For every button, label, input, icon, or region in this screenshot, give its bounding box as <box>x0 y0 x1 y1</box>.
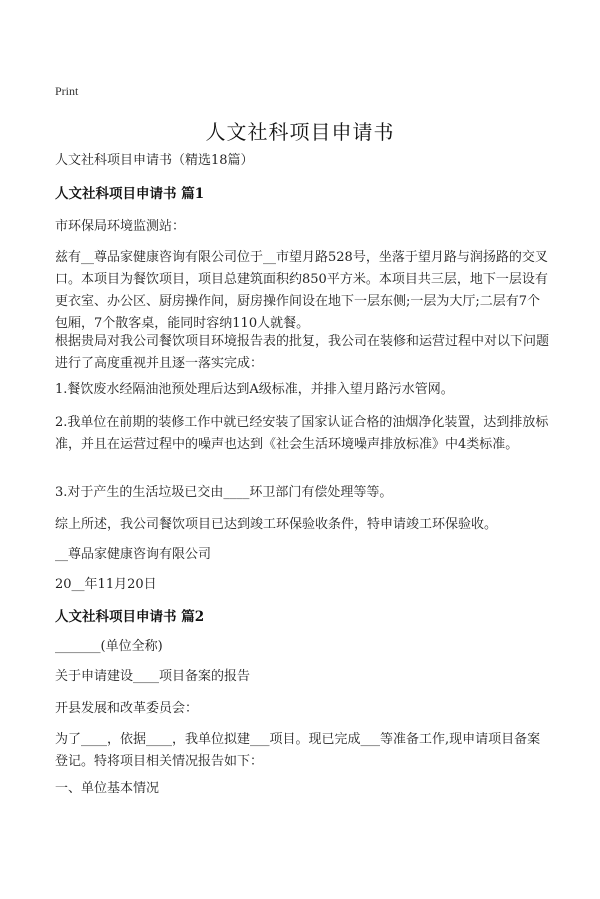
print-label: Print <box>55 84 79 98</box>
document-title: 人文社科项目申请书 <box>205 120 395 144</box>
section1-date: 20__年11月20日 <box>55 577 157 592</box>
section1-paragraph-2: 根据贵局对我公司餐饮项目环境报告表的批复，我公司在装修和运营过程中对以下问题进行了高度重视并且逐一落实完成： <box>55 334 550 371</box>
section2-report-title: 关于申请建设____项目备案的报告 <box>55 669 251 684</box>
section1-item-2: 2.我单位在前期的装修工作中就已经安装了国家认证合格的油烟净化装置，达到排放标准，并且在运营过程中的噪声也达到《社会生活环境噪声排放标准》中4类标准。 <box>55 415 549 452</box>
section1-paragraph-1: 兹有__尊品家健康咨询有限公司位于__市望月路528号，坐落于望月路与润扬路的交叉口。本项目为餐饮项目，项目总建筑面积约850平方米。本项目共三层，地下一层设有更衣室、办公区、厨房操作间，厨房操作间设在地下一层东侧;一层为大厅;二层有7个包厢，7个散客桌，能同时容纳110人就餐。 <box>55 250 548 331</box>
section1-addressee: 市环保局环境监测站： <box>55 219 186 234</box>
section1-item-3: 3.对于产生的生活垃圾已交由____环卫部门有偿处理等等。 <box>55 485 393 500</box>
section2-unit-blank: _______(单位全称) <box>55 639 163 654</box>
section2-paragraph-1: 为了____，依据____，我单位拟建___项目。现已完成___等准备工作,现申请项目备案登记。特将项目相关情况报告如下： <box>55 732 541 769</box>
section1-heading: 人文社科项目申请书 篇1 <box>55 186 205 202</box>
section2-heading: 人文社科项目申请书 篇2 <box>55 609 205 625</box>
section1-company: __尊品家健康咨询有限公司 <box>55 547 212 562</box>
section1-conclusion: 综上所述，我公司餐饮项目已达到竣工环保验收条件，特申请竣工环保验收。 <box>55 517 498 532</box>
section1-item-1: 1.餐饮废水经隔油池预处理后达到A级标准，并排入望月路污水管网。 <box>55 382 454 397</box>
section2-section-label: 一、单位基本情况 <box>55 781 160 796</box>
section2-addressee: 开县发展和改革委员会： <box>55 701 199 716</box>
document-subtitle: 人文社科项目申请书（精选18篇） <box>55 153 254 168</box>
